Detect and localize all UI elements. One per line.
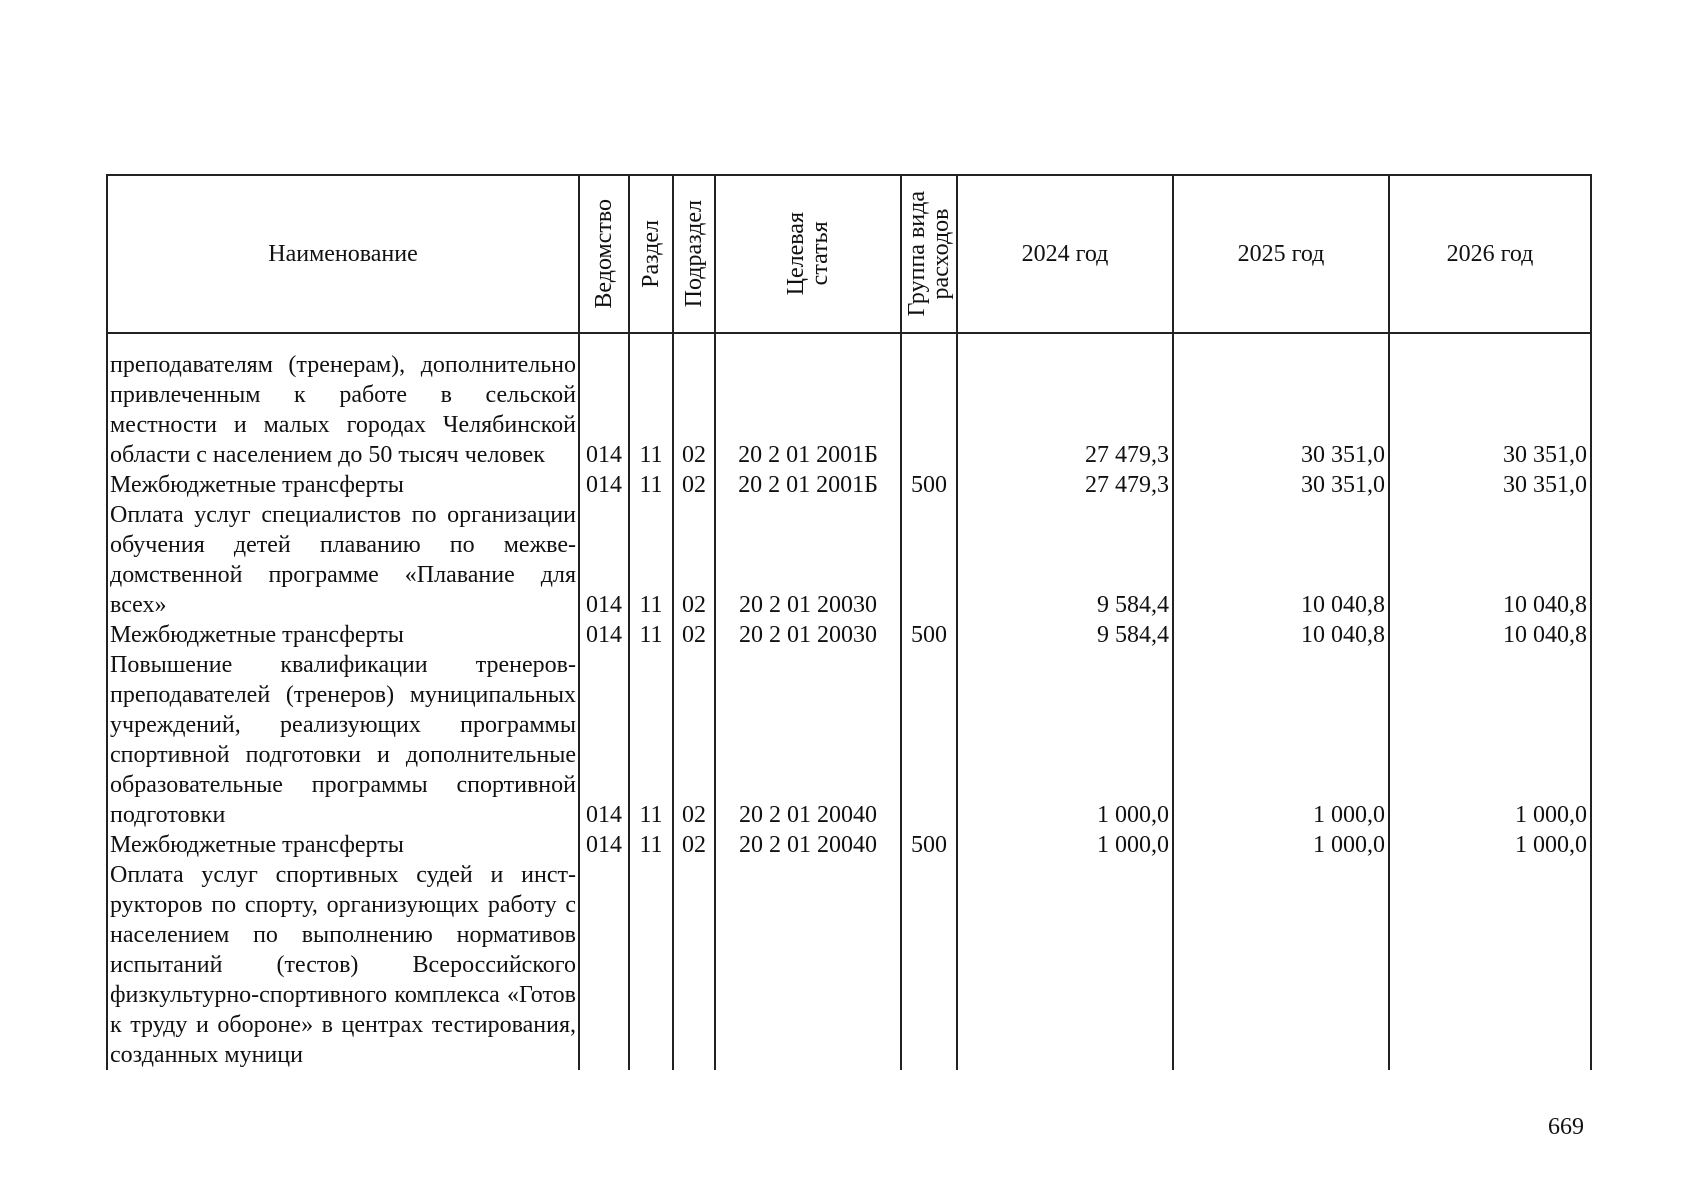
row-razdel: 11 bbox=[629, 500, 673, 620]
row-name: преподавателям (тренерам), дополнительно привлеченным к работе в сельской местности и малых городах Челябинской области с населением до 50 тысяч человек bbox=[107, 350, 579, 470]
row-podrazdel: 02 bbox=[673, 350, 715, 470]
header-2024: 2024 год bbox=[957, 175, 1173, 333]
table-row bbox=[107, 470, 1591, 500]
row-gruppa bbox=[901, 860, 957, 1070]
table-row bbox=[107, 350, 1591, 470]
header-celevaya-cell bbox=[715, 175, 901, 333]
row-2026: 10 040,8 bbox=[1389, 620, 1591, 650]
row-podrazdel: 02 bbox=[673, 650, 715, 830]
row-2025: 10 040,8 bbox=[1173, 620, 1389, 650]
row-vedomstvo: 014 bbox=[579, 830, 629, 860]
table-header bbox=[107, 175, 1591, 333]
header-gruppa-cell bbox=[901, 175, 957, 333]
header-gruppa: Группа вида расходов bbox=[904, 191, 954, 317]
row-2025 bbox=[1173, 860, 1389, 1070]
row-gruppa bbox=[901, 650, 957, 830]
row-gruppa: 500 bbox=[901, 470, 957, 500]
row-celevaya: 20 2 01 2001Б bbox=[715, 350, 901, 470]
row-vedomstvo bbox=[579, 860, 629, 1070]
row-name: Оплата услуг спортивных судей и инструкторов по спорту, организующих работу с населением по выполнению нормативов испытаний (тестов) Всероссийского физкультурно-спортивного комплекса «Готов к труду и обороне» в центрах тестирования, созданных муници bbox=[107, 860, 579, 1070]
spacer-row bbox=[107, 333, 1591, 350]
row-vedomstvo: 014 bbox=[579, 470, 629, 500]
table-row bbox=[107, 500, 1591, 620]
row-2025: 30 351,0 bbox=[1173, 470, 1389, 500]
header-vedomstvo: Ведомство bbox=[591, 199, 617, 309]
row-celevaya: 20 2 01 20030 bbox=[715, 500, 901, 620]
row-2024: 27 479,3 bbox=[957, 350, 1173, 470]
row-2024: 9 584,4 bbox=[957, 620, 1173, 650]
row-celevaya: 20 2 01 20040 bbox=[715, 650, 901, 830]
row-vedomstvo: 014 bbox=[579, 500, 629, 620]
header-razdel-cell bbox=[629, 175, 673, 333]
row-razdel: 11 bbox=[629, 620, 673, 650]
header-2025: 2025 год bbox=[1173, 175, 1389, 333]
row-2025: 1 000,0 bbox=[1173, 830, 1389, 860]
row-2025: 1 000,0 bbox=[1173, 650, 1389, 830]
row-name: Повышение квалификации тренеров-преподавателей (тренеров) муниципальных учреждений, реализующих программы спортивной подготовки и дополнительные образовательные программы спортивной подготовки bbox=[107, 650, 579, 830]
row-2026: 1 000,0 bbox=[1389, 650, 1591, 830]
table-row bbox=[107, 860, 1591, 1070]
header-name: Наименование bbox=[107, 175, 579, 333]
table-row bbox=[107, 620, 1591, 650]
row-2025: 30 351,0 bbox=[1173, 350, 1389, 470]
row-podrazdel: 02 bbox=[673, 470, 715, 500]
row-vedomstvo: 014 bbox=[579, 620, 629, 650]
row-razdel bbox=[629, 860, 673, 1070]
row-podrazdel: 02 bbox=[673, 620, 715, 650]
row-podrazdel bbox=[673, 860, 715, 1070]
row-gruppa bbox=[901, 350, 957, 470]
row-celevaya: 20 2 01 2001Б bbox=[715, 470, 901, 500]
row-2024 bbox=[957, 860, 1173, 1070]
row-2026 bbox=[1389, 860, 1591, 1070]
header-2026: 2026 год bbox=[1389, 175, 1591, 333]
row-name: Межбюджетные трансферты bbox=[107, 470, 579, 500]
row-name: Межбюджетные трансферты bbox=[107, 830, 579, 860]
row-celevaya: 20 2 01 20030 bbox=[715, 620, 901, 650]
row-name: Оплата услуг специалистов по организации обучения детей плаванию по межведомственной программе «Плавание для всех» bbox=[107, 500, 579, 620]
row-2024: 9 584,4 bbox=[957, 500, 1173, 620]
row-celevaya: 20 2 01 20040 bbox=[715, 830, 901, 860]
row-2026: 30 351,0 bbox=[1389, 470, 1591, 500]
row-podrazdel: 02 bbox=[673, 830, 715, 860]
row-2024: 1 000,0 bbox=[957, 830, 1173, 860]
header-razdel: Раздел bbox=[638, 220, 664, 288]
row-2026: 30 351,0 bbox=[1389, 350, 1591, 470]
row-razdel: 11 bbox=[629, 830, 673, 860]
row-celevaya bbox=[715, 860, 901, 1070]
header-celevaya: Целевая статья bbox=[783, 212, 833, 296]
row-gruppa bbox=[901, 500, 957, 620]
row-gruppa: 500 bbox=[901, 830, 957, 860]
row-razdel: 11 bbox=[629, 650, 673, 830]
row-2024: 1 000,0 bbox=[957, 650, 1173, 830]
header-podrazdel-cell bbox=[673, 175, 715, 333]
table-body bbox=[107, 333, 1591, 1070]
row-2026: 10 040,8 bbox=[1389, 500, 1591, 620]
header-podrazdel: Подраздел bbox=[681, 200, 707, 308]
row-podrazdel: 02 bbox=[673, 500, 715, 620]
row-2025: 10 040,8 bbox=[1173, 500, 1389, 620]
row-razdel: 11 bbox=[629, 350, 673, 470]
row-2026: 1 000,0 bbox=[1389, 830, 1591, 860]
row-gruppa: 500 bbox=[901, 620, 957, 650]
row-razdel: 11 bbox=[629, 470, 673, 500]
row-name: Межбюджетные трансферты bbox=[107, 620, 579, 650]
table-row bbox=[107, 830, 1591, 860]
page-number: 669 bbox=[1548, 1114, 1584, 1140]
budget-table bbox=[106, 174, 1592, 1070]
row-vedomstvo: 014 bbox=[579, 350, 629, 470]
table-row bbox=[107, 650, 1591, 830]
header-vedomstvo-cell bbox=[579, 175, 629, 333]
row-2024: 27 479,3 bbox=[957, 470, 1173, 500]
row-vedomstvo: 014 bbox=[579, 650, 629, 830]
